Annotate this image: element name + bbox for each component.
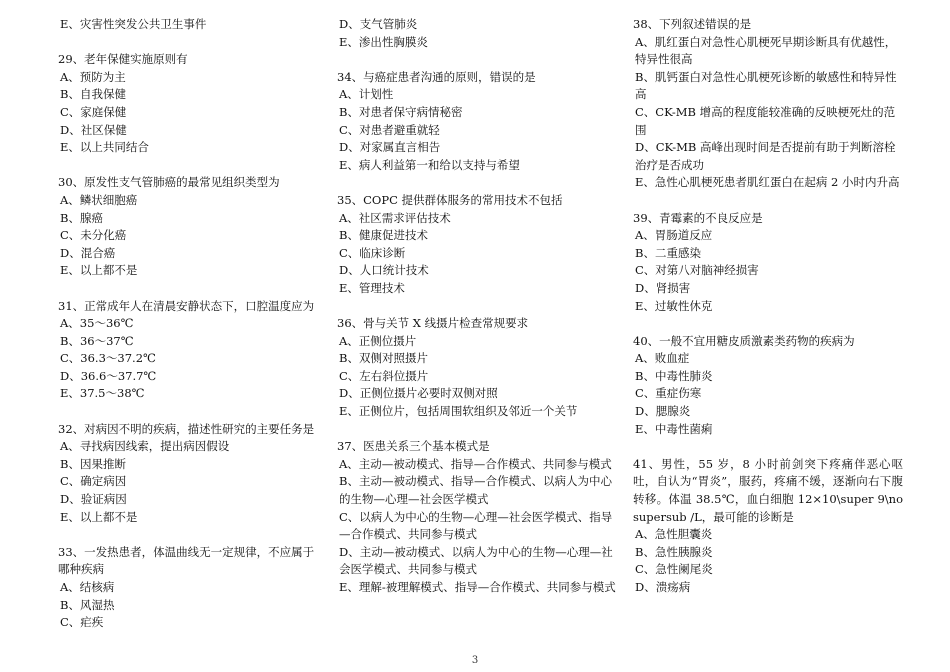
option: B、对患者保守病情秘密 (339, 104, 463, 119)
option: B、健康促进技术 (339, 228, 428, 243)
option: A、肌红蛋白对急性心肌梗死早期诊断具有优越性，特异性很高 (635, 34, 897, 67)
question-block (633, 456, 903, 597)
option: E、37.5～38℃ (60, 386, 145, 401)
option: A、胃肠道反应 (635, 228, 713, 243)
option: E、渗出性胸膜炎 (339, 34, 428, 49)
option: C、重症伤寒 (635, 386, 702, 401)
page-number: 3 (471, 655, 479, 666)
option: E、以上共同结合 (60, 140, 149, 155)
option: E、中毒性菌痢 (635, 421, 713, 436)
option: A、预防为主 (60, 69, 126, 84)
question-text: 34、与癌症患者沟通的原则，错误的是 (337, 69, 536, 84)
question-block (337, 438, 619, 596)
question-block (58, 298, 320, 404)
question-text: 29、老年保健实施原则有 (58, 52, 188, 67)
question-text: 41、男性，55 岁，8 小时前剑突下疼痛伴恶心呕吐，自认为“胃炎”，服药，疼痛不缓，逐渐向右下腹转移。体温 38.5℃，血白细胞 12×10\super 9\nosupersub /L，最可能的诊断是 (633, 456, 903, 524)
option: A、败血症 (635, 351, 690, 366)
option: E、急性心肌梗死患者肌红蛋白在起病 2 小时内升高 (635, 175, 900, 190)
option: C、临床诊断 (339, 245, 406, 260)
question-text: 36、骨与关节 X 线摄片检查常规要求 (337, 316, 529, 331)
question-text: 33、一发热患者，体温曲线无一定规律，不应属于哪种疾病 (58, 544, 315, 577)
option: C、36.3～37.2℃ (60, 351, 156, 366)
option: A、寻找病因线索，提出病因假设 (60, 439, 230, 454)
column-1 (58, 16, 320, 632)
option: C、家庭保健 (60, 104, 127, 119)
option: B、肌钙蛋白对急性心肌梗死诊断的敏感性和特异性高 (635, 69, 897, 102)
option: E、灾害性突发公共卫生事件 (60, 17, 207, 31)
question-text: 38、下列叙述错误的是 (633, 17, 752, 31)
question-text: 39、青霉素的不良反应是 (633, 210, 763, 225)
option: D、混合癌 (60, 245, 116, 260)
option: A、计划性 (339, 87, 394, 102)
option: A、35～36℃ (60, 316, 134, 331)
question-text: 32、对病因不明的疾病，描述性研究的主要任务是 (58, 421, 315, 436)
option: E、病人利益第一和给以支持与希望 (339, 157, 520, 172)
question-block (58, 421, 320, 527)
question-block (633, 210, 903, 316)
question-text: 31、正常成年人在清晨安静状态下，口腔温度应为 (58, 298, 315, 313)
option: D、CK-MB 高峰出现时间是否提前有助于判断溶栓治疗是否成功 (635, 140, 896, 172)
option: D、支气管肺炎 (339, 17, 418, 31)
option: D、肾损害 (635, 280, 691, 295)
option: E、过敏性休克 (635, 298, 713, 313)
column-2 (337, 16, 619, 597)
option: C、以病人为中心的生物—心理—社会医学模式、指导—合作模式、共同参与模式 (339, 509, 613, 542)
question-block (58, 174, 320, 280)
option: B、主动—被动模式、指导—合作模式、以病人为中心的生物—心理—社会医学模式 (339, 474, 612, 507)
option: A、结核病 (60, 580, 115, 594)
question-block (337, 315, 619, 421)
option: C、疟疾 (60, 615, 104, 630)
option: D、对家属直言相告 (339, 140, 441, 155)
question-text: 40、一般不宜用糖皮质激素类药物的疾病为 (633, 333, 855, 348)
option: B、自我保健 (60, 87, 126, 102)
option: B、风湿热 (60, 597, 115, 612)
question-text: 37、医患关系三个基本模式是 (337, 439, 490, 454)
option: A、鳞状细胞癌 (60, 192, 138, 207)
option: C、未分化癌 (60, 228, 127, 243)
option: B、36～37℃ (60, 333, 134, 348)
option: D、主动—被动模式、以病人为中心的生物—心理—社会医学模式、共同参与模式 (339, 544, 613, 577)
option: C、对第八对脑神经损害 (635, 263, 759, 278)
option: E、管理技术 (339, 280, 405, 295)
option: E、理解-被理解模式、指导—合作模式、共同参与模式 (339, 580, 616, 594)
question-block (337, 192, 619, 298)
option: D、正侧位摄片必要时双侧对照 (339, 386, 498, 401)
option: D、溃疡病 (635, 580, 691, 594)
option: B、因果推断 (60, 456, 126, 471)
question-block (58, 544, 320, 632)
option: E、正侧位片，包括周围软组织及邻近一个关节 (339, 404, 578, 419)
option: E、以上都不是 (60, 509, 138, 524)
option: C、对患者避重就轻 (339, 122, 440, 137)
question-text: 30、原发性支气管肺癌的最常见组织类型为 (58, 175, 280, 190)
question-text: 35、COPC 提供群体服务的常用技术不包括 (337, 192, 563, 207)
question-block (58, 16, 320, 34)
option: A、社区需求评估技术 (339, 210, 451, 225)
option: C、左右斜位摄片 (339, 368, 429, 383)
option: C、急性阑尾炎 (635, 562, 713, 577)
option: B、双侧对照摄片 (339, 351, 428, 366)
option: C、CK-MB 增高的程度能较准确的反映梗死灶的范围 (635, 104, 896, 137)
question-block (337, 69, 619, 175)
option: B、急性胰腺炎 (635, 544, 713, 559)
option: B、中毒性肺炎 (635, 368, 713, 383)
option: B、腺癌 (60, 210, 103, 225)
option: D、腮腺炎 (635, 404, 691, 419)
option: D、36.6～37.7℃ (60, 368, 157, 383)
column-3 (633, 16, 903, 597)
option: A、正侧位摄片 (339, 333, 417, 348)
option: D、验证病因 (60, 492, 127, 507)
option: A、主动—被动模式、指导—合作模式、共同参与模式 (339, 456, 612, 471)
question-block (633, 333, 903, 439)
option: E、以上都不是 (60, 263, 138, 278)
option: A、急性胆囊炎 (635, 527, 713, 542)
option: B、二重感染 (635, 245, 701, 260)
question-block (337, 16, 619, 51)
option: D、社区保健 (60, 122, 127, 137)
question-block (58, 51, 320, 157)
option: C、确定病因 (60, 474, 127, 489)
option: D、人口统计技术 (339, 263, 429, 278)
question-block (633, 16, 903, 192)
